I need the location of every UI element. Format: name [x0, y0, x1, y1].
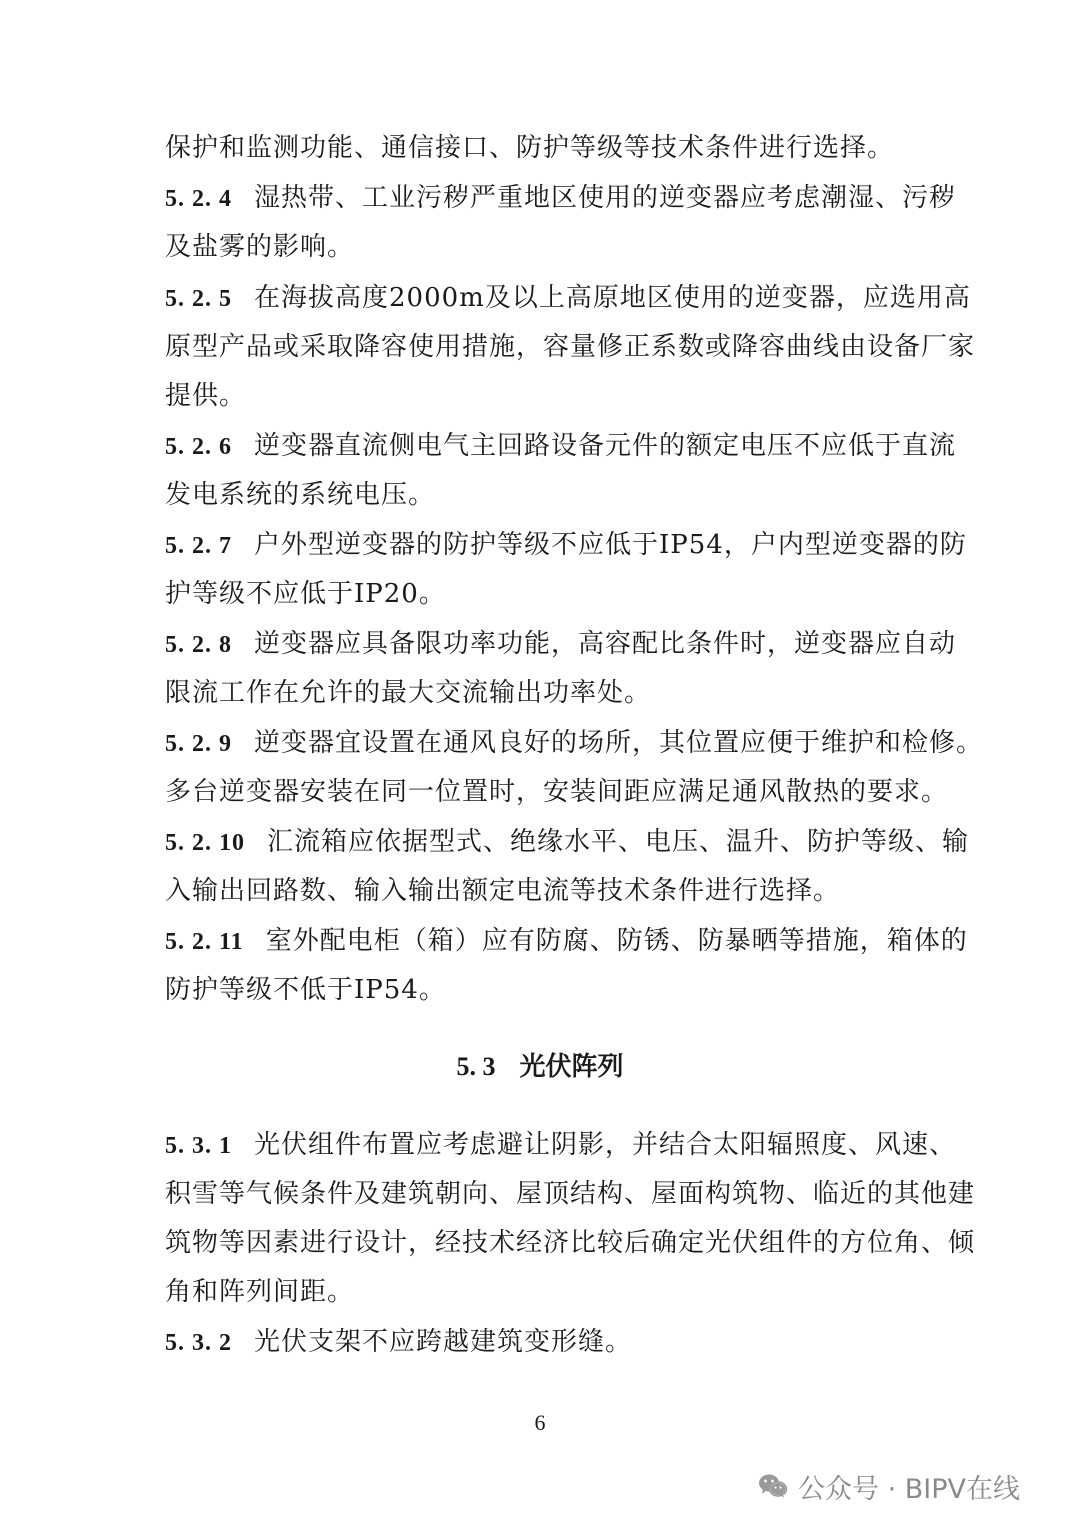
clause-5-2-6-line-2: 发电系统的系统电压。 — [165, 480, 436, 510]
clause-5-2-10-line-2: 入输出回路数、输入输出额定电流等技术条件进行选择。 — [165, 876, 841, 906]
wechat-icon — [758, 1473, 788, 1499]
clause-text: 光伏支架不应跨越建筑变形缝。 — [254, 1327, 633, 1357]
clause-text: 汇流箱应依据型式、绝缘水平、电压、温升、防护等级、输 — [267, 827, 970, 857]
watermark-text: 公众号 · BIPV在线 — [798, 1473, 1020, 1505]
clause-text: 室外配电柜（箱）应有防腐、防锈、防暴晒等措施，箱体的 — [265, 926, 968, 956]
clause-5-3-1-line-1 — [165, 1128, 956, 1163]
clause-text: 光伏组件布置应考虑避让阴影，并结合太阳辐照度、风速、 — [254, 1130, 957, 1160]
clause-5-2-4-line-1 — [165, 181, 956, 216]
clause-5-2-5-line-3: 提供。 — [165, 381, 247, 411]
clause-number: 5. 2. 10 — [165, 830, 245, 856]
clause-5-2-7-line-1 — [165, 528, 967, 563]
clause-number: 5. 2. 4 — [165, 186, 232, 212]
clause-number: 5. 2. 5 — [165, 286, 232, 312]
clause-number: 5. 2. 6 — [165, 434, 232, 460]
clause-5-3-2-line-1 — [165, 1325, 632, 1360]
section-number: 5. 3 — [456, 1052, 496, 1081]
clause-text: 逆变器直流侧电气主回路设备元件的额定电压不应低于直流 — [254, 431, 957, 461]
clause-5-2-5-line-2: 原型产品或采取降容使用措施，容量修正系数或降容曲线由设备厂家 — [165, 332, 976, 362]
clause-5-2-7-line-2: 护等级不应低于IP20。 — [165, 579, 446, 609]
clause-5-2-5-line-1 — [165, 281, 971, 316]
clause-text: 湿热带、工业污秽严重地区使用的逆变器应考虑潮湿、污秽 — [254, 183, 957, 213]
clause-5-3-1-line-4: 角和阵列间距。 — [165, 1277, 355, 1307]
clause-text: 户外型逆变器的防护等级不应低于IP54，户内型逆变器的防 — [254, 530, 967, 560]
clause-5-2-4-line-2: 及盐雾的影响。 — [165, 232, 355, 262]
page-number: 6 — [534, 1410, 546, 1435]
watermark — [758, 1466, 1020, 1506]
clause-5-2-8-line-2: 限流工作在允许的最大交流输出功率处。 — [165, 678, 652, 708]
clause-5-2-6-line-1 — [165, 429, 956, 464]
clause-5-2-11-line-2: 防护等级不低于IP54。 — [165, 975, 446, 1005]
continuation-line: 保护和监测功能、通信接口、防护等级等技术条件进行选择。 — [165, 133, 895, 163]
clause-5-2-8-line-1 — [165, 627, 956, 662]
clause-number: 5. 3. 1 — [165, 1133, 232, 1159]
clause-5-2-9-line-1 — [165, 726, 983, 761]
clause-5-2-11-line-1 — [165, 924, 968, 959]
clause-5-3-1-line-2: 积雪等气候条件及建筑朝向、屋顶结构、屋面构筑物、临近的其他建 — [165, 1179, 976, 1209]
clause-number: 5. 2. 7 — [165, 533, 232, 559]
section-title: 光伏阵列 — [519, 1052, 624, 1082]
clause-text: 逆变器应具备限功率功能，高容配比条件时，逆变器应自动 — [254, 629, 957, 659]
clause-5-3-1-line-3: 筑物等因素进行设计，经技术经济比较后确定光伏组件的方位角、倾 — [165, 1228, 976, 1258]
clause-text: 在海拔高度2000m及以上高原地区使用的逆变器，应选用高 — [254, 283, 971, 313]
clause-text: 逆变器宜设置在通风良好的场所，其位置应便于维护和检修。 — [254, 728, 984, 758]
clause-5-2-9-line-2: 多台逆变器安装在同一位置时，安装间距应满足通风散热的要求。 — [165, 777, 949, 807]
section-heading — [0, 1050, 1080, 1084]
clause-number: 5. 2. 11 — [165, 929, 244, 955]
clause-5-2-10-line-1 — [165, 825, 969, 860]
clause-number: 5. 3. 2 — [165, 1330, 232, 1356]
clause-number: 5. 2. 9 — [165, 731, 232, 757]
clause-number: 5. 2. 8 — [165, 632, 232, 658]
